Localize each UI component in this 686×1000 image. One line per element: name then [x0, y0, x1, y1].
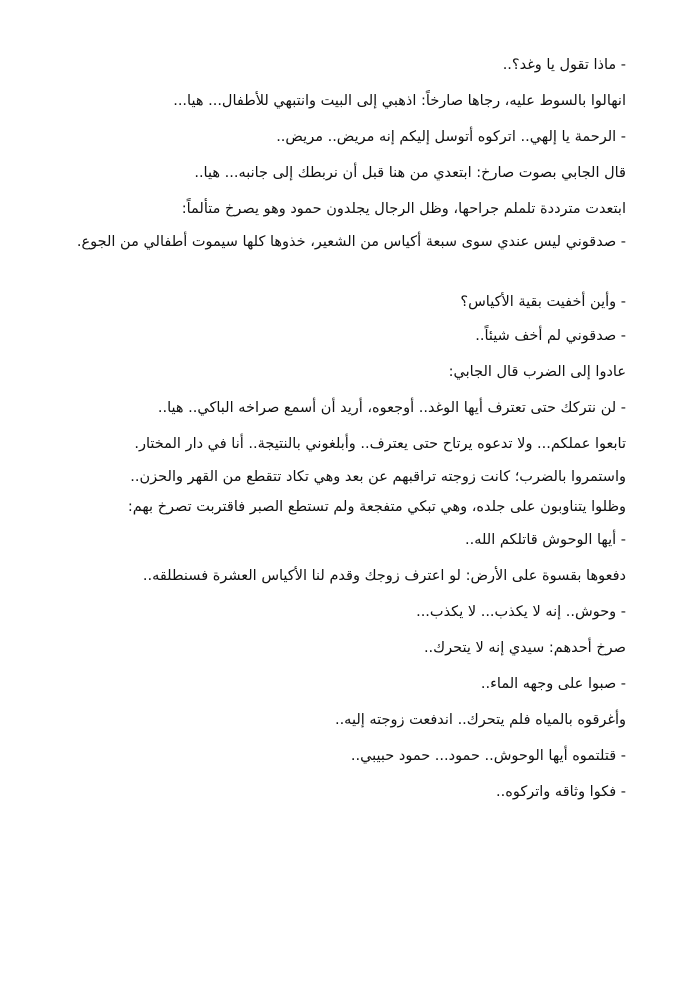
text-line: - ماذا تقول يا وغد؟..	[502, 57, 626, 73]
text-line: ابتعدت مترددة تلملم جراحها، وظل الرجال يجلدون حمود وهو يصرخ متألماً:	[181, 201, 626, 217]
text-line: - وأين أخفيت بقية الأكياس؟	[460, 294, 626, 310]
text-line: - أيها الوحوش قاتلكم الله..	[464, 532, 626, 548]
story-text	[32, 47, 626, 810]
text-line: - الرحمة يا إلهي.. اتركوه أتوسل إليكم إنه مريض.. مريض..	[276, 129, 626, 145]
text-line: قال الجابي بصوت صارخ: ابتعدي من هنا قبل أن نربطك إلى جانبه... هيا..	[194, 165, 626, 181]
text-line: - لن نتركك حتى تعترف أيها الوغد.. أوجعوه، أريد أن أسمع صراخه الباكي.. هيا..	[157, 400, 626, 416]
text-line: وأغرقوه بالمياه فلم يتحرك.. اندفعت زوجته إليه..	[334, 712, 626, 728]
text-line: تابعوا عملكم... ولا تدعوه يرتاح حتى يعترف.. وأبلغوني بالنتيجة.. أنا في دار المختار.	[134, 436, 626, 452]
text-line: - صدقوني لم أخف شيئاً..	[475, 328, 626, 344]
text-line: - فكوا وثاقه واتركوه..	[496, 784, 626, 800]
text-line: انهالوا بالسوط عليه، رجاها صارخاً: اذهبي إلى البيت وانتبهي للأطفال... هيا...	[173, 93, 626, 109]
text-line: - صبوا على وجهه الماء..	[480, 676, 626, 692]
text-line: عادوا إلى الضرب قال الجابي:	[448, 364, 626, 380]
text-line: - وحوش.. إنه لا يكذب... لا يكذب...	[416, 604, 626, 620]
text-line: دفعوها بقسوة على الأرض: لو اعترف زوجك وقدم لنا الأكياس العشرة فسنطلقه..	[142, 568, 626, 584]
text-line: واستمروا بالضرب؛ كانت زوجته تراقبهم عن بعد وهي تكاد تتقطع من القهر والحزن..	[130, 469, 626, 485]
text-line: صرخ أحدهم: سيدي إنه لا يتحرك..	[423, 640, 626, 656]
text-line: وظلوا يتناوبون على جلده، وهي تبكي متفجعة ولم تستطع الصبر فاقتربت تصرخ بهم:	[127, 499, 626, 515]
text-line: - قتلتموه أيها الوحوش.. حمود... حمود حبيبي..	[350, 748, 626, 764]
text-line: - صدقوني ليس عندي سوى سبعة أكياس من الشعير، خذوها كلها سيموت أطفالي من الجوع.	[76, 234, 626, 250]
